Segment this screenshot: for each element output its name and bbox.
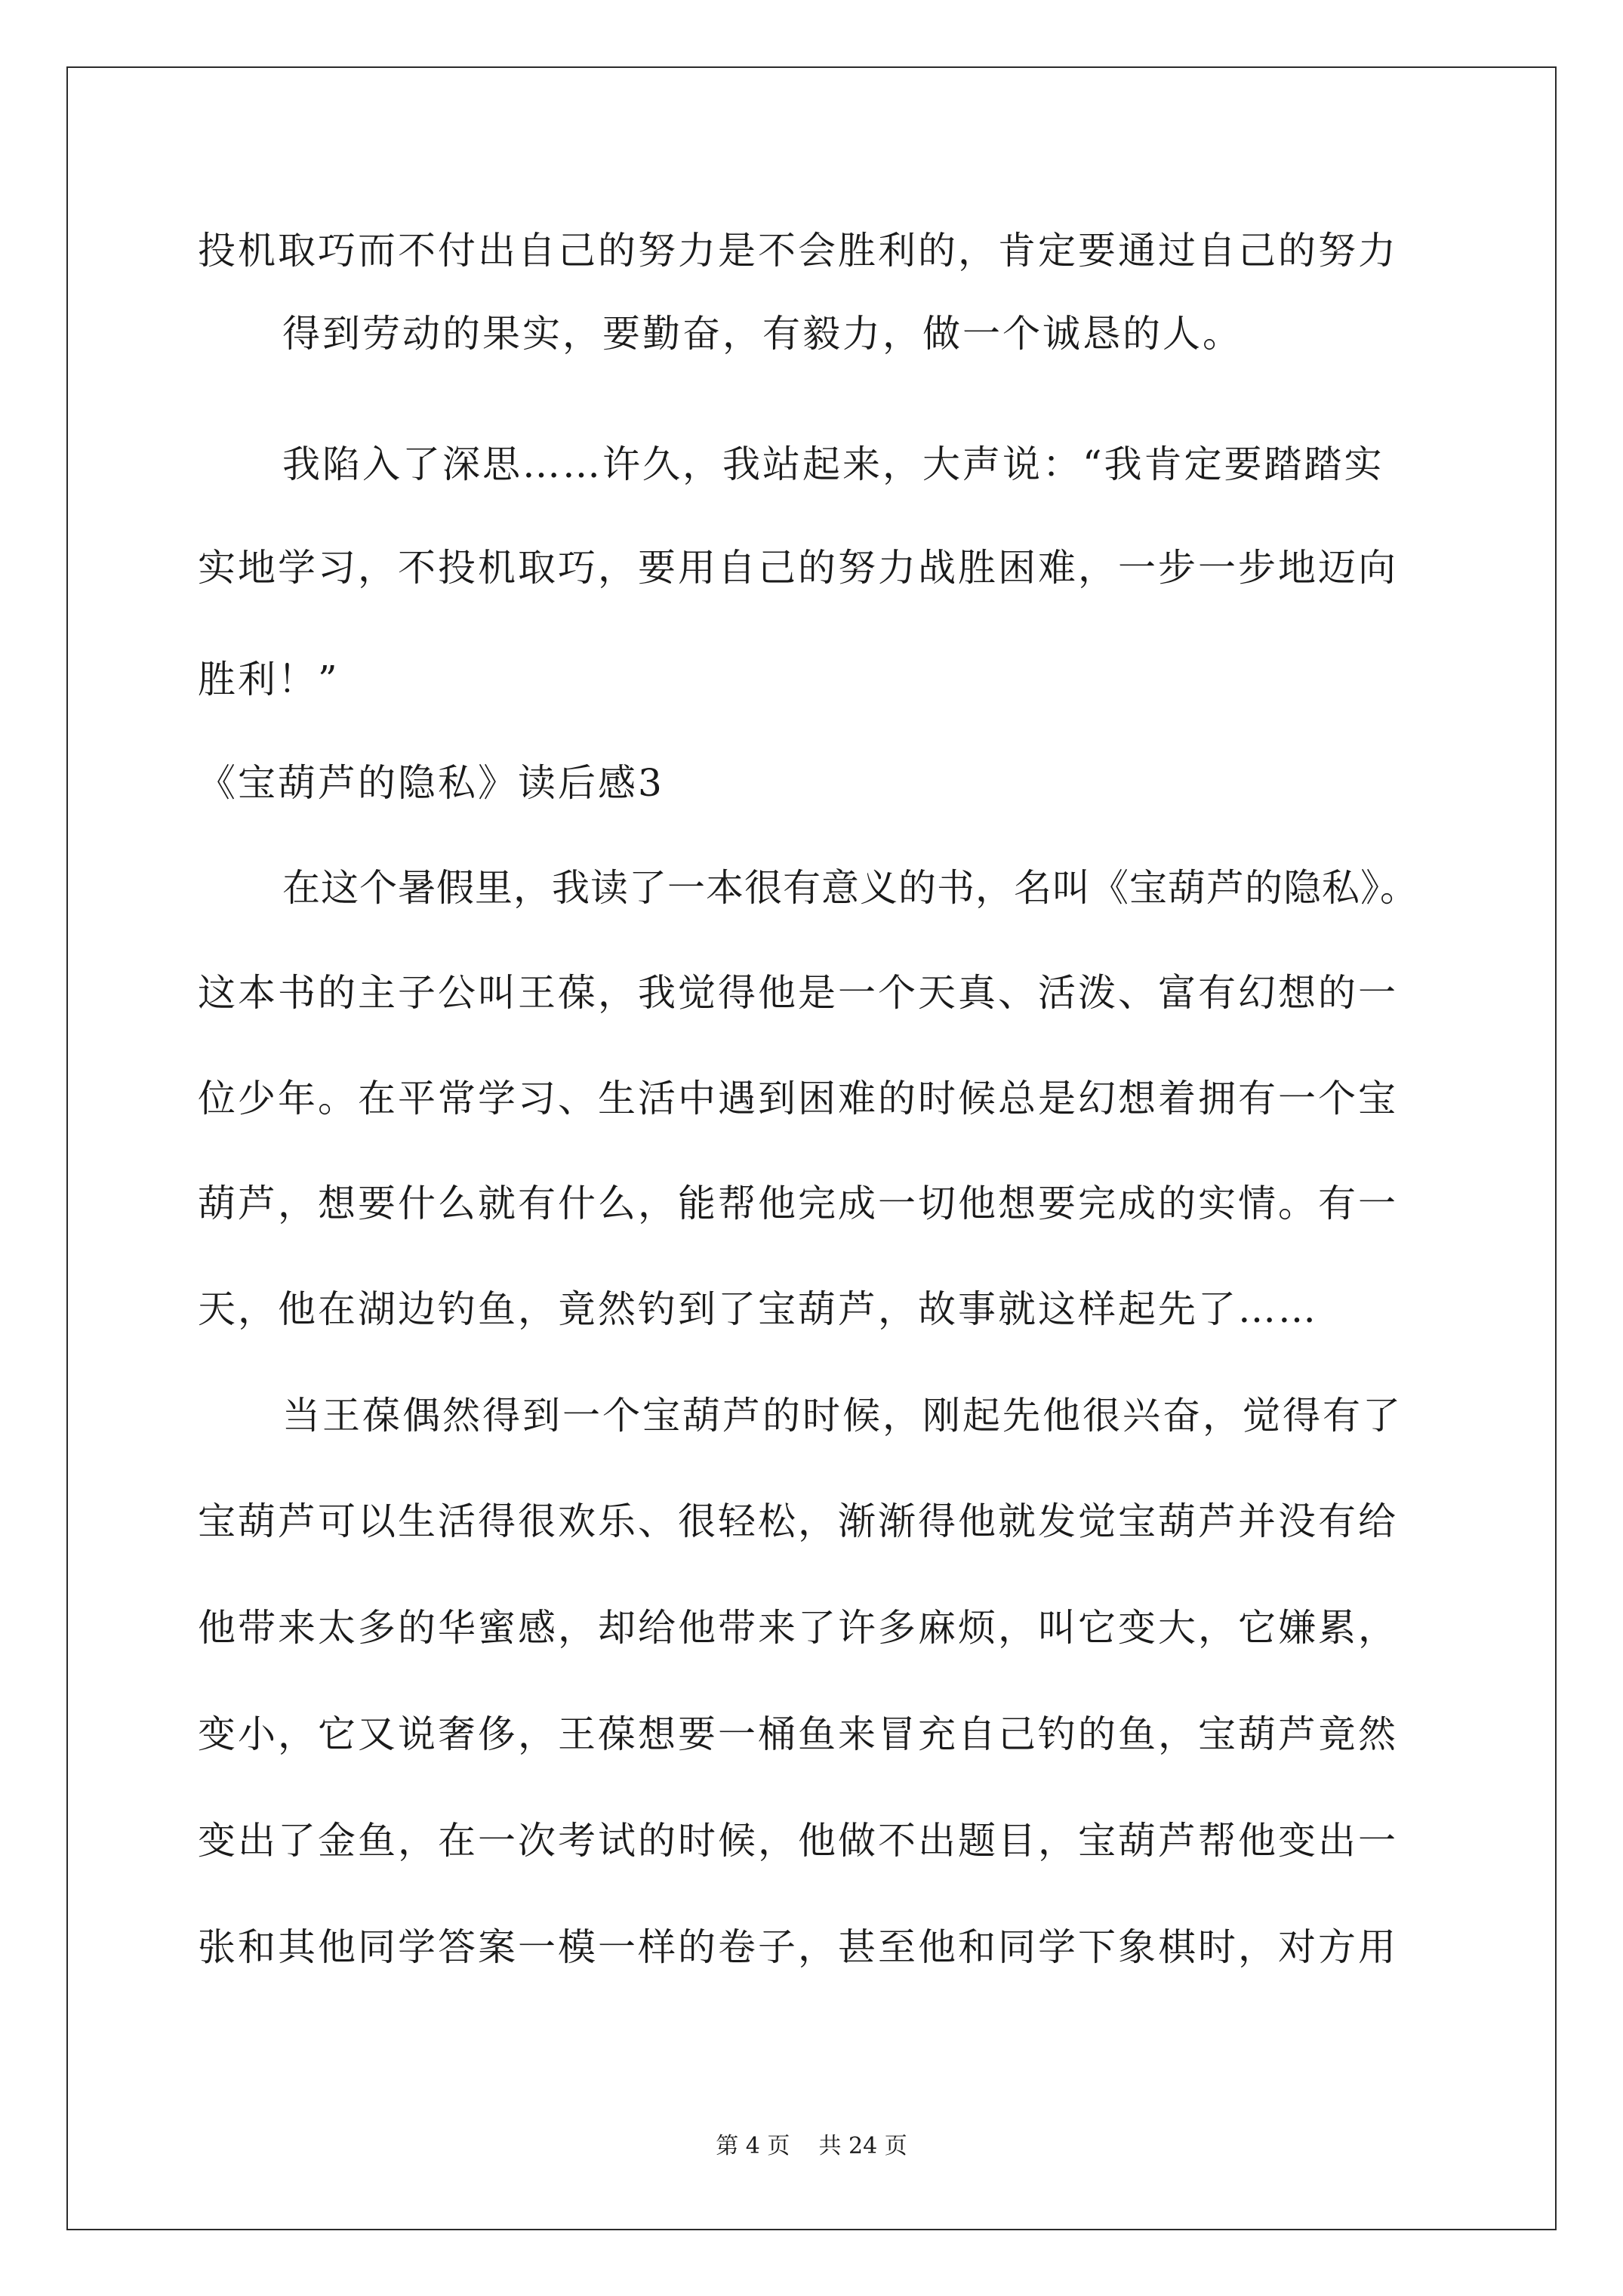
- text-line: 实地学习，不投机取巧，要用自己的努力战胜困难，一步一步地迈向: [198, 546, 1398, 590]
- text-line: 当王葆偶然得到一个宝葫芦的时候，刚起先他很兴奋，觉得有了: [282, 1394, 1403, 1438]
- text-line: 得到劳动的果实，要勤奋，有毅力，做一个诚恳的人。: [282, 312, 1243, 356]
- page-number-footer: 第 4 页 共 24 页: [716, 2133, 907, 2159]
- text-line: 他带来太多的华蜜感，却给他带来了许多麻烦，叫它变大，它嫌累，: [198, 1606, 1398, 1650]
- text-line: 位少年。在平常学习、生活中遇到困难的时候总是幻想着拥有一个宝: [198, 1077, 1398, 1120]
- section-heading: 《宝葫芦的隐私》读后感3: [198, 761, 664, 805]
- text-line: 投机取巧而不付出自己的努力是不会胜利的，肯定要通过自己的努力: [198, 229, 1398, 273]
- text-line: 变小，它又说奢侈，王葆想要一桶鱼来冒充自己钓的鱼，宝葫芦竟然: [198, 1712, 1398, 1756]
- page-border: [66, 66, 1557, 2230]
- text-line: 宝葫芦可以生活得很欢乐、很轻松，渐渐得他就发觉宝葫芦并没有给: [198, 1499, 1398, 1543]
- text-line: 变出了金鱼，在一次考试的时候，他做不出题目，宝葫芦帮他变出一: [198, 1819, 1398, 1863]
- text-line: 张和其他同学答案一模一样的卷子，甚至他和同学下象棋时，对方用: [198, 1925, 1398, 1969]
- text-line: 葫芦，想要什么就有什么，能帮他完成一切他想要完成的实情。有一: [198, 1182, 1398, 1225]
- text-line: 胜利！”: [198, 658, 340, 701]
- text-line: 我陷入了深思……许久，我站起来，大声说：“我肯定要踏踏实: [282, 442, 1384, 486]
- text-line: 天，他在湖边钓鱼，竟然钓到了宝葫芦，故事就这样起先了……: [198, 1287, 1318, 1331]
- text-line: 在这个暑假里，我读了一本很有意义的书，名叫《宝葫芦的隐私》。: [282, 866, 1418, 910]
- text-line: 这本书的主子公叫王葆，我觉得他是一个天真、活泼、富有幻想的一: [198, 971, 1398, 1015]
